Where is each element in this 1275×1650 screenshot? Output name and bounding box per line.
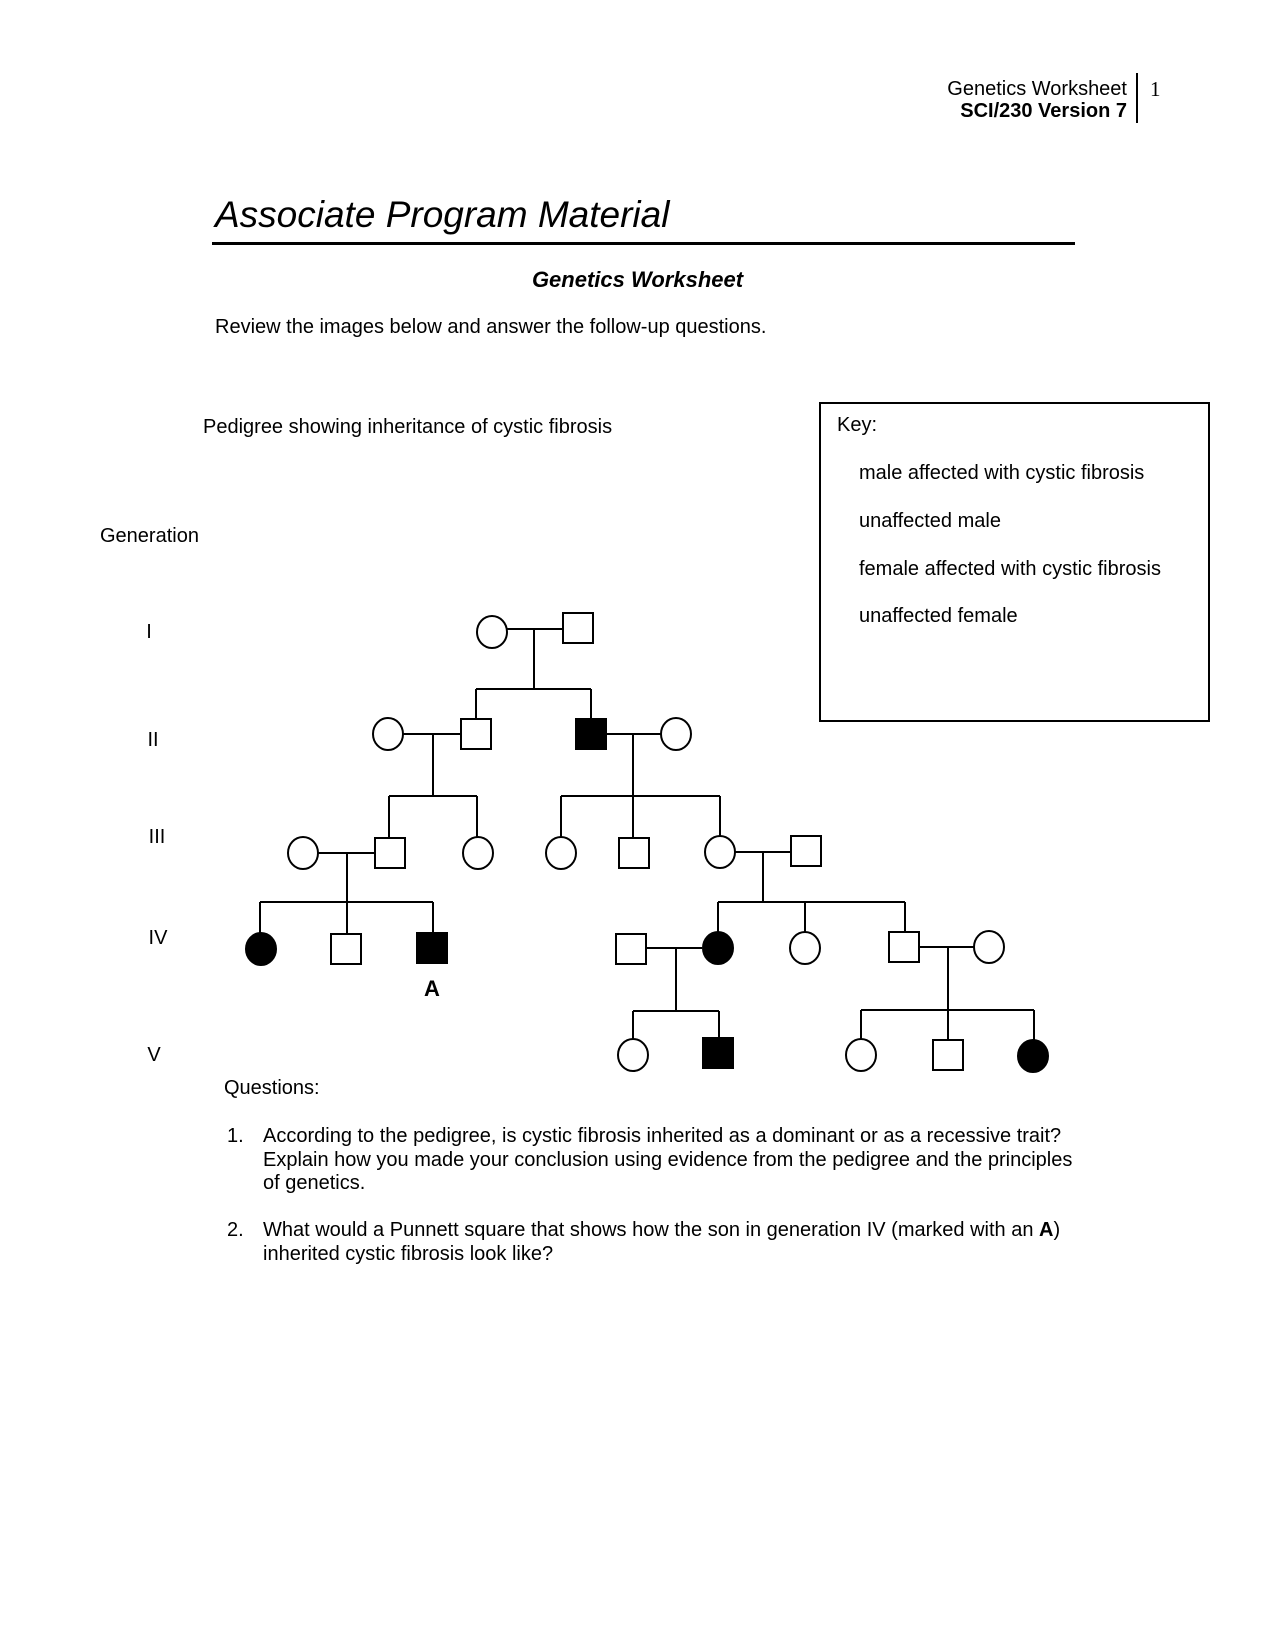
pedigree-member-III-6 [705, 836, 735, 868]
question-1 [227, 1125, 1072, 1196]
pedigree-member-IV-1 [246, 933, 276, 965]
question-1-line-3: of genetics. [263, 1172, 366, 1194]
pedigree-member-III-3 [463, 837, 493, 869]
generation-numeral-V: V [147, 1044, 161, 1066]
worksheet-subtitle: Genetics Worksheet [531, 267, 744, 292]
question-2 [227, 1219, 1060, 1266]
pedigree-member-V-5 [1018, 1040, 1048, 1072]
generation-numeral-III: III [148, 826, 166, 848]
pedigree-member-I-1 [477, 616, 507, 648]
pedigree-member-III-2 [375, 838, 405, 868]
pedigree-member-III-4 [546, 837, 576, 869]
pedigree-member-V-2 [703, 1038, 733, 1068]
pedigree-member-V-4 [933, 1040, 963, 1070]
document-title: Associate Program Material [215, 194, 670, 235]
generation-numeral-IV: IV [148, 927, 168, 949]
pedigree-member-II-2 [461, 719, 491, 749]
key-item-unaffected-male: unaffected male [859, 510, 1001, 532]
pedigree-caption: Pedigree showing inheritance of cystic fibrosis [203, 416, 613, 438]
pedigree-member-III-7 [791, 836, 821, 866]
pedigree-member-IV-8 [974, 931, 1004, 963]
question-1-line-2: Explain how you made your conclusion using evidence from the pedigree and the principles [263, 1148, 1073, 1171]
question-2-line-1 [263, 1219, 1060, 1243]
pedigree-member-IV-6 [790, 932, 820, 964]
pedigree-member-V-1 [618, 1039, 648, 1071]
question-1-line-1: According to the pedigree, is cystic fibrosis inherited as a dominant or as a recessive trait? [263, 1125, 1062, 1147]
marked-individual-label: A [424, 976, 440, 1001]
pedigree-member-II-4 [661, 718, 691, 750]
page-number: 1 [1150, 77, 1161, 101]
pedigree-member-III-1 [288, 837, 318, 869]
intro-text: Review the images below and answer the follow-up questions. [215, 316, 767, 338]
generation-numeral-II: II [147, 729, 159, 751]
header-worksheet-title: Genetics Worksheet [947, 78, 1127, 100]
question-2-line-2: inherited cystic fibrosis look like? [263, 1242, 554, 1265]
question-2-text: What would a Punnett square that shows how the son in generation IV (marked with an [263, 1219, 1039, 1241]
pedigree-member-II-1 [373, 718, 403, 750]
header-course-code: SCI/230 Version 7 [960, 100, 1127, 122]
generation-label: Generation [100, 525, 199, 547]
pedigree-member-IV-5 [703, 932, 733, 964]
key-item-affected-female: female affected with cystic fibrosis [859, 558, 1161, 580]
pedigree-member-V-3 [846, 1039, 876, 1071]
pedigree-member-IV-7 [889, 932, 919, 962]
question-1-number: 1. [227, 1125, 244, 1147]
question-2-text-end: ) [1053, 1219, 1061, 1241]
pedigree-member-IV-2 [331, 934, 361, 964]
key-item-unaffected-female: unaffected female [859, 605, 1018, 627]
pedigree-member-III-5 [619, 838, 649, 868]
questions-heading: Questions: [224, 1077, 320, 1099]
question-2-marker-a: A [1039, 1219, 1054, 1241]
pedigree-member-IV-3 [417, 933, 447, 963]
question-2-number: 2. [227, 1219, 244, 1241]
pedigree-member-II-3 [576, 719, 606, 749]
pedigree-member-I-2 [563, 613, 593, 643]
key-item-affected-male: male affected with cystic fibrosis [859, 462, 1145, 484]
key-heading: Key: [837, 414, 878, 436]
pedigree-member-IV-4 [616, 934, 646, 964]
generation-numeral-I: I [146, 621, 152, 643]
